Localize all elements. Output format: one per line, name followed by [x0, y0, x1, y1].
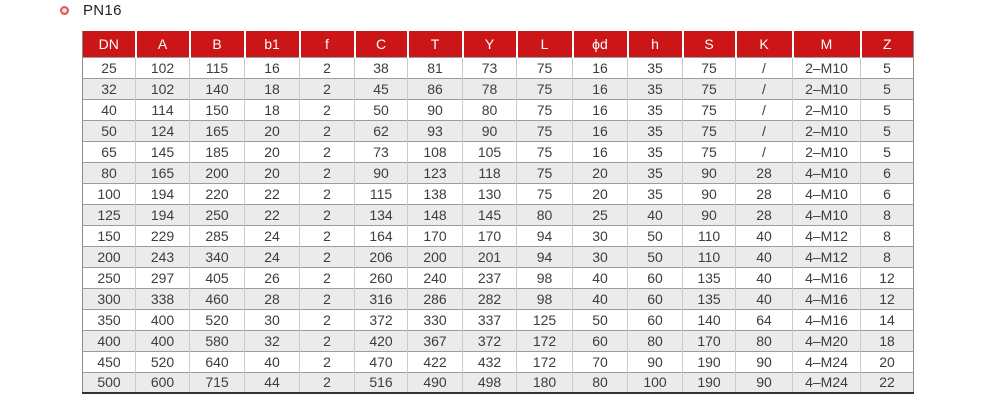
table-cell: 90 [683, 204, 736, 225]
section-title [60, 2, 122, 19]
table-cell: 40 [83, 99, 136, 120]
table-cell: 40 [573, 267, 628, 288]
table-cell: 2 [300, 225, 355, 246]
table-cell: 32 [83, 78, 136, 99]
table-cell: 165 [190, 120, 245, 141]
table-cell: 50 [628, 225, 683, 246]
table-cell: 2 [300, 183, 355, 204]
table-cell: 35 [628, 183, 683, 204]
table-cell: 164 [355, 225, 408, 246]
table-cell: 22 [861, 372, 914, 393]
table-cell: 90 [736, 351, 793, 372]
table-cell: 50 [573, 309, 628, 330]
table-cell: 35 [628, 99, 683, 120]
column-header: Y [463, 31, 517, 57]
table-cell: 470 [355, 351, 408, 372]
table-cell: 35 [628, 141, 683, 162]
table-cell: 24 [245, 225, 300, 246]
table-row [83, 141, 914, 162]
table-cell: 94 [517, 246, 573, 267]
table-cell: 600 [136, 372, 190, 393]
table-cell: 40 [736, 288, 793, 309]
table-cell: 140 [683, 309, 736, 330]
table-cell: 4–M16 [793, 309, 861, 330]
table-cell: 80 [83, 162, 136, 183]
table-cell: / [736, 99, 793, 120]
table-cell: 35 [628, 78, 683, 99]
table-cell: 38 [355, 57, 408, 78]
table-cell: 75 [517, 57, 573, 78]
table-cell: 125 [83, 204, 136, 225]
table-header-row [83, 31, 914, 57]
table-body [83, 57, 914, 393]
table-cell: 350 [83, 309, 136, 330]
table-cell: 2 [300, 162, 355, 183]
table-cell: 18 [245, 78, 300, 99]
table-cell: 170 [463, 225, 517, 246]
table-cell: 2–M10 [793, 99, 861, 120]
table-cell: 316 [355, 288, 408, 309]
table-cell: 190 [683, 372, 736, 393]
table-cell: / [736, 120, 793, 141]
table-cell: 715 [190, 372, 245, 393]
table-cell: 8 [861, 225, 914, 246]
table-cell: 98 [517, 267, 573, 288]
table-cell: 40 [573, 288, 628, 309]
table-cell: 75 [683, 99, 736, 120]
table-row [83, 330, 914, 351]
table-cell: 25 [573, 204, 628, 225]
table-cell: 28 [245, 288, 300, 309]
table-cell: 5 [861, 78, 914, 99]
table-cell: 105 [463, 141, 517, 162]
table-cell: 18 [861, 330, 914, 351]
table-cell: 206 [355, 246, 408, 267]
table-cell: 8 [861, 204, 914, 225]
table-cell: 125 [517, 309, 573, 330]
table-cell: 40 [245, 351, 300, 372]
table-cell: 22 [245, 204, 300, 225]
table-cell: 100 [83, 183, 136, 204]
table-cell: 20 [245, 120, 300, 141]
table-cell: 4–M16 [793, 267, 861, 288]
table-cell: 110 [683, 225, 736, 246]
table-cell: 337 [463, 309, 517, 330]
table-cell: 35 [628, 120, 683, 141]
table-cell: 22 [245, 183, 300, 204]
table-cell: 405 [190, 267, 245, 288]
table-cell: 172 [517, 330, 573, 351]
table-cell: 20 [573, 183, 628, 204]
column-header: S [683, 31, 736, 57]
column-header: C [355, 31, 408, 57]
table-cell: 400 [83, 330, 136, 351]
table-cell: 2 [300, 267, 355, 288]
table-row [83, 162, 914, 183]
table-cell: 90 [408, 99, 463, 120]
table-cell: 6 [861, 183, 914, 204]
table-cell: 140 [190, 78, 245, 99]
table-cell: 16 [573, 57, 628, 78]
dimension-table-container [82, 31, 914, 394]
column-header: A [136, 31, 190, 57]
table-cell: 90 [683, 162, 736, 183]
table-cell: 520 [190, 309, 245, 330]
table-cell: 194 [136, 183, 190, 204]
table-cell: 62 [355, 120, 408, 141]
table-cell: 2 [300, 246, 355, 267]
table-cell: 30 [573, 246, 628, 267]
table-cell: 16 [573, 141, 628, 162]
table-cell: 4–M10 [793, 183, 861, 204]
table-cell: 45 [355, 78, 408, 99]
table-row [83, 99, 914, 120]
column-header: K [736, 31, 793, 57]
table-cell: 4–M12 [793, 246, 861, 267]
table-cell: 73 [463, 57, 517, 78]
table-cell: 75 [517, 141, 573, 162]
table-cell: 240 [408, 267, 463, 288]
table-cell: 25 [83, 57, 136, 78]
table-cell: 450 [83, 351, 136, 372]
table-cell: 75 [517, 99, 573, 120]
table-cell: 70 [573, 351, 628, 372]
table-row [83, 288, 914, 309]
table-cell: 16 [245, 57, 300, 78]
table-row [83, 372, 914, 393]
table-cell: 50 [83, 120, 136, 141]
table-cell: 130 [463, 183, 517, 204]
table-cell: 500 [83, 372, 136, 393]
column-header: ϕd [573, 31, 628, 57]
table-cell: 200 [83, 246, 136, 267]
table-cell: 80 [517, 204, 573, 225]
table-cell: 2 [300, 288, 355, 309]
table-cell: 75 [683, 141, 736, 162]
table-cell: 145 [463, 204, 517, 225]
table-cell: 90 [463, 120, 517, 141]
table-cell: 30 [573, 225, 628, 246]
table-cell: 81 [408, 57, 463, 78]
table-cell: 40 [628, 204, 683, 225]
table-cell: 16 [573, 120, 628, 141]
table-row [83, 267, 914, 288]
table-cell: 172 [517, 351, 573, 372]
table-cell: 75 [683, 78, 736, 99]
table-cell: 90 [628, 351, 683, 372]
table-cell: 14 [861, 309, 914, 330]
table-cell: 190 [683, 351, 736, 372]
table-row [83, 78, 914, 99]
table-row [83, 57, 914, 78]
table-cell: 44 [245, 372, 300, 393]
column-header: DN [83, 31, 136, 57]
table-cell: 2–M10 [793, 57, 861, 78]
table-cell: 201 [463, 246, 517, 267]
table-cell: 100 [628, 372, 683, 393]
table-cell: 4–M24 [793, 351, 861, 372]
table-cell: 340 [190, 246, 245, 267]
table-cell: 28 [736, 204, 793, 225]
table-cell: 2 [300, 351, 355, 372]
table-cell: 180 [517, 372, 573, 393]
table-cell: 520 [136, 351, 190, 372]
table-cell: 2 [300, 141, 355, 162]
table-cell: 90 [355, 162, 408, 183]
column-header: M [793, 31, 861, 57]
table-cell: 148 [408, 204, 463, 225]
column-header: B [190, 31, 245, 57]
table-cell: 285 [190, 225, 245, 246]
table-row [83, 225, 914, 246]
table-cell: 170 [683, 330, 736, 351]
table-cell: 80 [573, 372, 628, 393]
table-cell: 80 [628, 330, 683, 351]
table-cell: 422 [408, 351, 463, 372]
table-cell: 30 [245, 309, 300, 330]
table-cell: 4–M24 [793, 372, 861, 393]
table-cell: 80 [736, 330, 793, 351]
column-header: h [628, 31, 683, 57]
table-cell: 6 [861, 162, 914, 183]
table-cell: 330 [408, 309, 463, 330]
column-header: f [300, 31, 355, 57]
table-cell: 75 [517, 78, 573, 99]
table-cell: 93 [408, 120, 463, 141]
table-cell: 32 [245, 330, 300, 351]
table-cell: 490 [408, 372, 463, 393]
table-cell: 40 [736, 225, 793, 246]
table-cell: 200 [190, 162, 245, 183]
table-cell: 260 [355, 267, 408, 288]
table-cell: 16 [573, 78, 628, 99]
table-cell: 75 [517, 183, 573, 204]
column-header: Z [861, 31, 914, 57]
table-cell: 220 [190, 183, 245, 204]
table-cell: 50 [355, 99, 408, 120]
table-cell: 28 [736, 183, 793, 204]
table-cell: 367 [408, 330, 463, 351]
table-cell: 194 [136, 204, 190, 225]
table-cell: 2 [300, 99, 355, 120]
column-header: b1 [245, 31, 300, 57]
table-cell: 5 [861, 141, 914, 162]
table-cell: 4–M12 [793, 225, 861, 246]
table-cell: 460 [190, 288, 245, 309]
table-cell: 20 [861, 351, 914, 372]
table-cell: 102 [136, 78, 190, 99]
table-cell: 372 [463, 330, 517, 351]
table-cell: 135 [683, 288, 736, 309]
table-cell: 73 [355, 141, 408, 162]
table-cell: 78 [463, 78, 517, 99]
column-header: L [517, 31, 573, 57]
table-cell: 4–M10 [793, 204, 861, 225]
table-cell: 150 [83, 225, 136, 246]
table-cell: 20 [573, 162, 628, 183]
table-cell: 286 [408, 288, 463, 309]
table-cell: 124 [136, 120, 190, 141]
table-cell: 400 [136, 330, 190, 351]
table-cell: 420 [355, 330, 408, 351]
table-cell: 138 [408, 183, 463, 204]
table-cell: 432 [463, 351, 517, 372]
table-cell: 50 [628, 246, 683, 267]
table-cell: 640 [190, 351, 245, 372]
table-cell: / [736, 78, 793, 99]
page-title: PN16 [83, 2, 122, 19]
bullet-icon [60, 6, 69, 15]
table-row [83, 183, 914, 204]
table-cell: 26 [245, 267, 300, 288]
table-cell: 12 [861, 288, 914, 309]
table-cell: 200 [408, 246, 463, 267]
table-cell: 108 [408, 141, 463, 162]
table-cell: 115 [190, 57, 245, 78]
table-cell: 75 [517, 120, 573, 141]
table-cell: 20 [245, 162, 300, 183]
table-cell: 20 [245, 141, 300, 162]
table-cell: 102 [136, 57, 190, 78]
table-cell: 243 [136, 246, 190, 267]
table-cell: 35 [628, 57, 683, 78]
table-cell: 8 [861, 246, 914, 267]
table-cell: 4–M16 [793, 288, 861, 309]
table-cell: 35 [628, 162, 683, 183]
table-cell: 118 [463, 162, 517, 183]
table-cell: 18 [245, 99, 300, 120]
table-cell: 250 [83, 267, 136, 288]
table-cell: 2–M10 [793, 120, 861, 141]
table-cell: 4–M20 [793, 330, 861, 351]
table-cell: 2 [300, 204, 355, 225]
table-row [83, 246, 914, 267]
table-cell: 250 [190, 204, 245, 225]
table-cell: 516 [355, 372, 408, 393]
table-cell: 75 [517, 162, 573, 183]
table-cell: 372 [355, 309, 408, 330]
table-cell: 75 [683, 57, 736, 78]
table-cell: 28 [736, 162, 793, 183]
table-cell: 229 [136, 225, 190, 246]
column-header: T [408, 31, 463, 57]
table-cell: 145 [136, 141, 190, 162]
table-cell: 86 [408, 78, 463, 99]
table-cell: / [736, 141, 793, 162]
table-cell: 5 [861, 120, 914, 141]
table-cell: 24 [245, 246, 300, 267]
table-cell: 134 [355, 204, 408, 225]
table-cell: 185 [190, 141, 245, 162]
table-cell: 90 [736, 372, 793, 393]
table-cell: 2 [300, 372, 355, 393]
table-cell: 165 [136, 162, 190, 183]
table-cell: 338 [136, 288, 190, 309]
table-cell: 282 [463, 288, 517, 309]
table-cell: 64 [736, 309, 793, 330]
table-cell: 498 [463, 372, 517, 393]
table-cell: 60 [628, 309, 683, 330]
table-cell: 60 [628, 267, 683, 288]
table-cell: 75 [683, 120, 736, 141]
table-cell: 40 [736, 267, 793, 288]
table-cell: 5 [861, 99, 914, 120]
table-cell: 300 [83, 288, 136, 309]
table-cell: 110 [683, 246, 736, 267]
table-cell: 94 [517, 225, 573, 246]
table-cell: / [736, 57, 793, 78]
table-cell: 5 [861, 57, 914, 78]
table-cell: 135 [683, 267, 736, 288]
table-cell: 2 [300, 78, 355, 99]
table-cell: 80 [463, 99, 517, 120]
table-cell: 114 [136, 99, 190, 120]
table-cell: 98 [517, 288, 573, 309]
table-cell: 40 [736, 246, 793, 267]
table-cell: 4–M10 [793, 162, 861, 183]
table-cell: 580 [190, 330, 245, 351]
table-cell: 2–M10 [793, 78, 861, 99]
table-cell: 16 [573, 99, 628, 120]
table-cell: 60 [573, 330, 628, 351]
table-cell: 2 [300, 57, 355, 78]
table-row [83, 120, 914, 141]
table-cell: 115 [355, 183, 408, 204]
table-row [83, 204, 914, 225]
table-cell: 2 [300, 330, 355, 351]
table-cell: 2 [300, 120, 355, 141]
table-cell: 2 [300, 309, 355, 330]
table-cell: 90 [683, 183, 736, 204]
table-cell: 60 [628, 288, 683, 309]
table-cell: 150 [190, 99, 245, 120]
table-cell: 297 [136, 267, 190, 288]
table-cell: 65 [83, 141, 136, 162]
table-head [83, 31, 914, 57]
table-cell: 2–M10 [793, 141, 861, 162]
table-cell: 170 [408, 225, 463, 246]
table-cell: 12 [861, 267, 914, 288]
table-cell: 123 [408, 162, 463, 183]
table-cell: 400 [136, 309, 190, 330]
table-row [83, 351, 914, 372]
dimension-table [82, 31, 914, 394]
table-row [83, 309, 914, 330]
table-cell: 237 [463, 267, 517, 288]
